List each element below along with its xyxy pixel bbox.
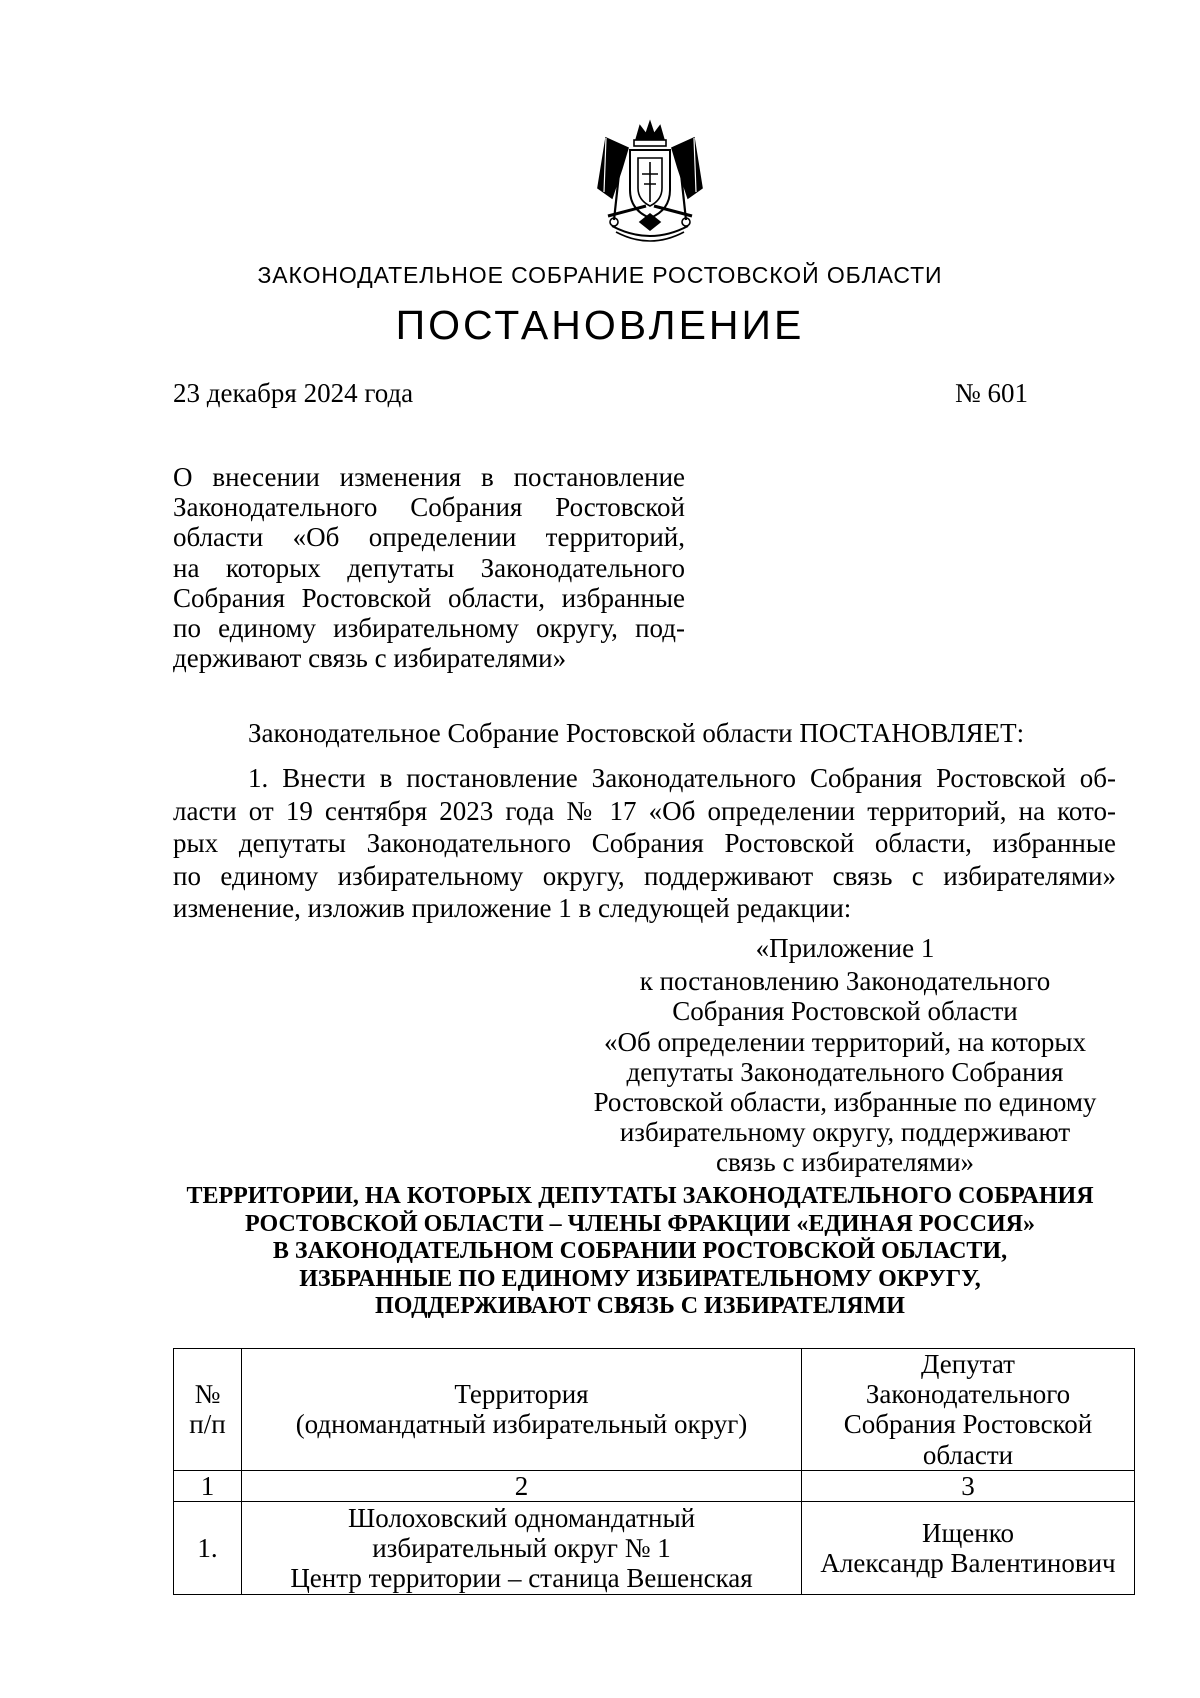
header-cell-number (174, 1349, 242, 1471)
table-heading (150, 1183, 1130, 1321)
table-header-row (174, 1349, 1135, 1471)
header-text: № (194, 1379, 221, 1410)
subject-line: О внесении изменения в постановление (173, 462, 685, 492)
paragraph-line: 1. Внести в постановление Законодательного Собрания Ростовской об- (248, 763, 1116, 793)
document-type: ПОСТАНОВЛЕНИЕ (395, 302, 805, 348)
heading-line: ТЕРРИТОРИИ, НА КОТОРЫХ ДЕПУТАТЫ ЗАКОНОДАТЕЛЬНОГО СОБРАНИЯ (186, 1183, 1094, 1209)
assembly-name: ЗАКОНОДАТЕЛЬНОЕ СОБРАНИЕ РОСТОВСКОЙ ОБЛАСТИ (257, 262, 943, 288)
subject-line: Собрания Ростовской области, избранные (173, 582, 685, 613)
column-number-row (174, 1470, 1135, 1501)
subject-line: на которых депутаты Законодательного (173, 552, 685, 583)
territory-text: избирательный округ № 1 (372, 1532, 671, 1563)
document-date: 23 декабря 2024 года (173, 378, 414, 408)
appendix-line: Собрания Ростовской области (672, 996, 1018, 1027)
enacting-clause: Законодательное Собрание Ростовской области ПОСТАНОВЛЯЕТ: (248, 718, 1025, 748)
header-text: п/п (189, 1409, 226, 1440)
document-subject (173, 462, 685, 673)
deputy-name: Александр Валентинович (820, 1548, 1116, 1579)
header-text: Депутат (921, 1349, 1015, 1379)
deputy-name: Ищенко (922, 1517, 1014, 1548)
column-number: 3 (802, 1470, 1135, 1501)
subject-line: Законодательного Собрания Ростовской (173, 492, 685, 523)
territories-table (173, 1348, 1135, 1595)
heading-line: В ЗАКОНОДАТЕЛЬНОМ СОБРАНИИ РОСТОВСКОЙ ОБЛАСТИ, (272, 1238, 1008, 1264)
header-text: Законодательного (865, 1379, 1071, 1410)
territory-text: Шолоховский одномандатный (347, 1502, 696, 1533)
subject-line: держивают связь с избирателями» (173, 643, 567, 674)
appendix-line: депутаты Законодательного Собрания (626, 1056, 1064, 1087)
document-number: № 601 (954, 378, 1028, 408)
header-cell-deputy (802, 1349, 1135, 1471)
subject-line: по единому избирательному округу, под- (173, 613, 685, 644)
header-text: области (922, 1439, 1014, 1470)
coat-of-arms-icon (592, 118, 708, 248)
paragraph-line: ласти от 19 сентября 2023 года № 17 «Об определении территорий, на кото- (173, 795, 1116, 826)
paragraph-1 (173, 762, 1116, 925)
paragraph-line: по единому избирательному округу, поддерживают связь с избирателями» (173, 860, 1116, 891)
column-number: 1 (174, 1470, 242, 1501)
row-number: 1. (174, 1502, 242, 1595)
heading-line: ИЗБРАННЫЕ ПО ЕДИНОМУ ИЗБИРАТЕЛЬНОМУ ОКРУГУ, (299, 1265, 981, 1292)
paragraph-line: рых депутаты Законодательного Собрания Ростовской области, избранные (173, 828, 1116, 859)
appendix-line: избирательному округу, поддерживают (619, 1117, 1071, 1148)
territory-cell (242, 1502, 802, 1595)
appendix-line: «Приложение 1 (755, 933, 935, 963)
appendix-line: к постановлению Законодательного (639, 966, 1051, 997)
heading-line: ПОДДЕРЖИВАЮТ СВЯЗЬ С ИЗБИРАТЕЛЯМИ (375, 1293, 905, 1319)
column-number: 2 (242, 1470, 802, 1501)
territory-text: Центр территории – станица Вешенская (290, 1563, 753, 1594)
heading-line: РОСТОВСКОЙ ОБЛАСТИ – ЧЛЕНЫ ФРАКЦИИ «ЕДИНАЯ РОССИЯ» (245, 1210, 1035, 1237)
subject-line: области «Об определении территорий, (173, 522, 685, 553)
deputy-cell (802, 1502, 1135, 1595)
header-text: Собрания Ростовской (843, 1409, 1093, 1440)
table-row (174, 1502, 1135, 1595)
header-text: Территория (454, 1379, 589, 1410)
header-text: (одномандатный избирательный округ) (295, 1409, 748, 1440)
appendix-reference (560, 933, 1130, 1178)
appendix-line: Ростовской области, избранные по единому (593, 1087, 1097, 1118)
appendix-line: связь с избирателями» (715, 1147, 975, 1178)
header-cell-territory (242, 1349, 802, 1471)
appendix-line: «Об определении территорий, на которых (603, 1026, 1087, 1057)
paragraph-line: изменение, изложив приложение 1 в следующей редакции: (173, 893, 852, 924)
